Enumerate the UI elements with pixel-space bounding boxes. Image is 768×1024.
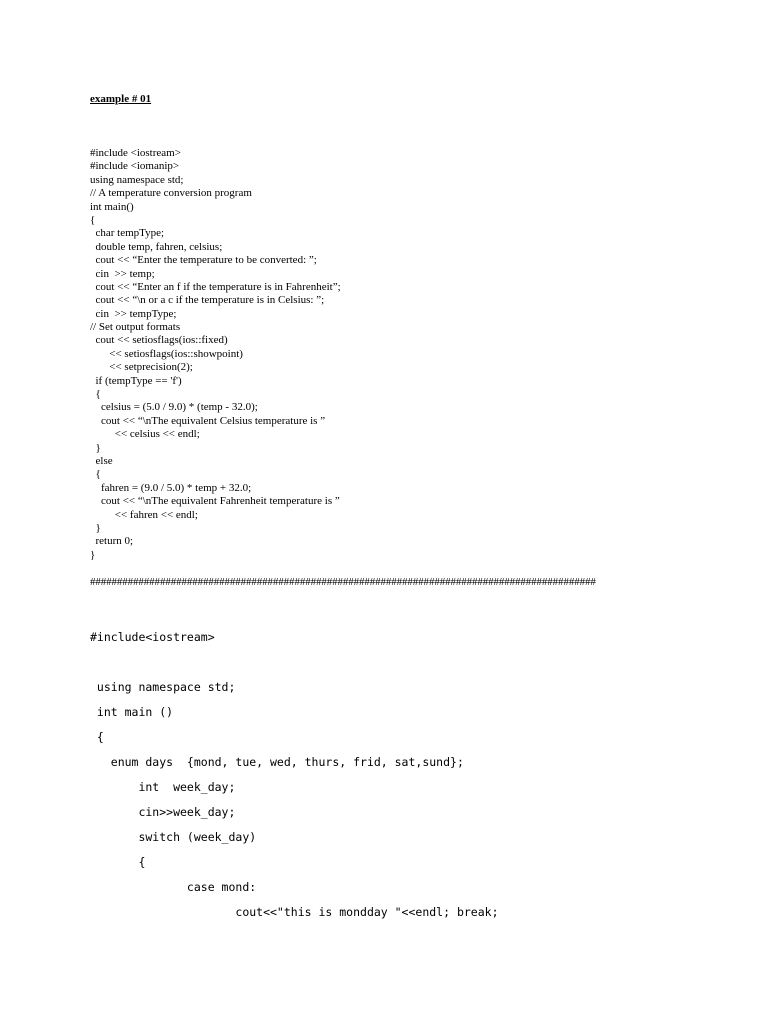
code-line: // Set output formats [90, 321, 181, 334]
code-line: cout << “Enter an f if the temperature is in Fahrenheit”; [90, 280, 341, 293]
code-line: cin >> temp; [90, 267, 155, 280]
code-line: #include<iostream> [90, 630, 215, 644]
code-line: int main () [90, 705, 174, 719]
code-line: int main() [90, 200, 134, 213]
code-line: { [90, 730, 104, 744]
code-line: { [90, 468, 101, 481]
code-line: #include <iomanip> [90, 160, 180, 173]
code-line: << celsius << endl; [90, 428, 200, 441]
code-line: using namespace std; [90, 173, 184, 186]
code-line: } [90, 548, 96, 561]
code-line: double temp, fahren, celsius; [90, 240, 223, 253]
code-line: int week_day; [90, 780, 236, 794]
code-line: switch (week_day) [90, 830, 257, 844]
code-line: { [90, 855, 146, 869]
temperature-conversion-code [90, 147, 341, 562]
code-line: cout << “\n or a c if the temperature is in Celsius: ”; [90, 294, 325, 307]
code-line: } [90, 441, 101, 454]
code-line: cout << setiosflags(ios::fixed) [90, 334, 228, 347]
code-line: return 0; [90, 535, 134, 548]
code-line: cout << “\nThe equivalent Celsius temperature is ” [90, 414, 326, 427]
code-line: celsius = (5.0 / 9.0) * (temp - 32.0); [90, 401, 258, 414]
code-line: case mond: [90, 880, 257, 894]
code-line: char tempType; [90, 227, 165, 240]
code-line: enum days {mond, tue, wed, thurs, frid, sat,sund}; [90, 755, 464, 769]
code-line: cin>>week_day; [90, 805, 236, 819]
code-line: cout << “\nThe equivalent Fahrenheit temperature is ” [90, 495, 340, 508]
code-line: << fahren << endl; [90, 508, 198, 521]
code-line: cout<<"this is mondday "<<endl; break; [90, 905, 499, 919]
hash-divider: ############################################################################################## [90, 576, 596, 588]
code-line: } [90, 521, 101, 534]
code-line: { [90, 388, 101, 401]
code-line: if (tempType == 'f') [90, 374, 182, 387]
code-line: using namespace std; [90, 680, 236, 694]
code-line: << setiosflags(ios::showpoint) [90, 347, 243, 360]
code-line: cout << “Enter the temperature to be converted: ”; [90, 254, 317, 267]
code-line: // A temperature conversion program [90, 187, 252, 200]
example-heading: example # 01 [90, 93, 152, 105]
code-line: cin >> tempType; [90, 307, 177, 320]
code-line: else [90, 454, 113, 467]
code-line: << setprecision(2); [90, 361, 193, 374]
code-line: { [90, 213, 96, 226]
code-line: #include <iostream> [90, 147, 181, 159]
code-line: fahren = (9.0 / 5.0) * temp + 32.0; [90, 481, 252, 494]
